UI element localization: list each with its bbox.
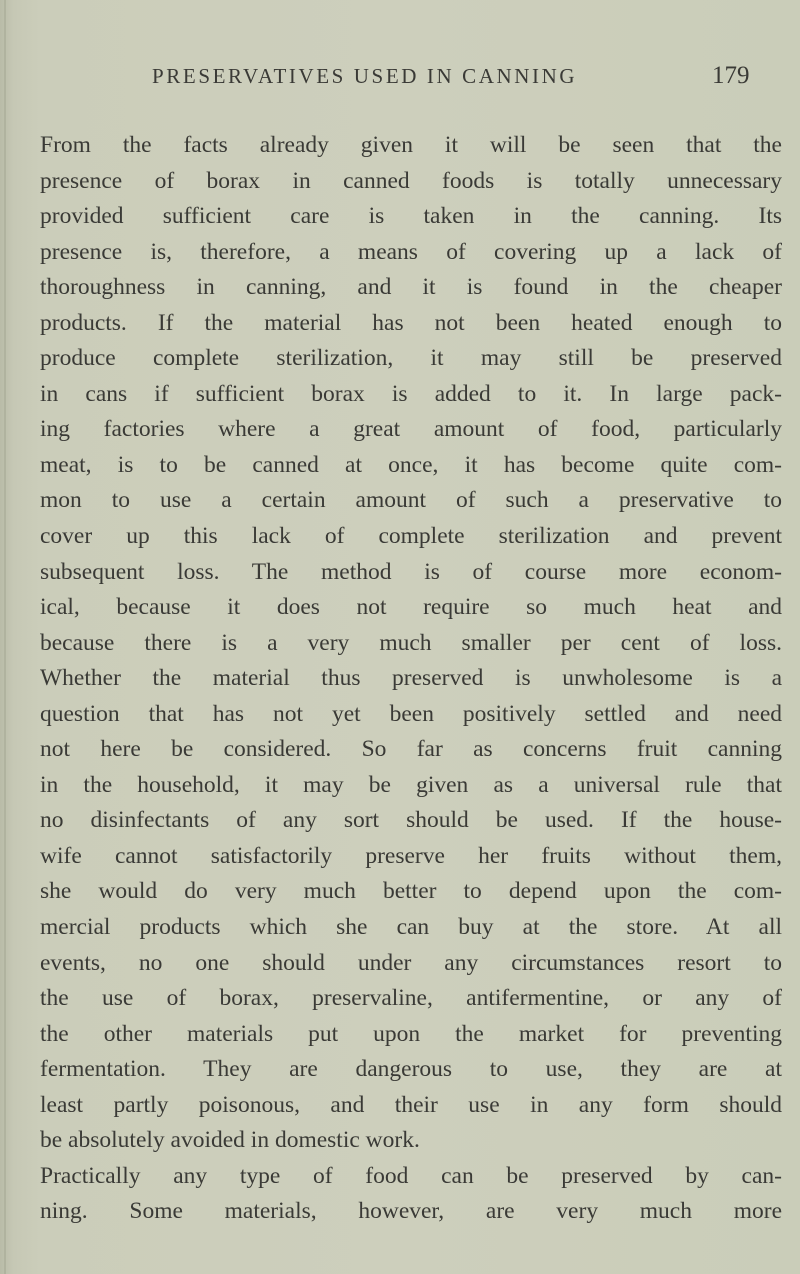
text-line: no disinfectants of any sort should be used. If the house- xyxy=(40,807,782,834)
text-line: in the household, it may be given as a universal rule that xyxy=(40,771,782,798)
text-line: Whether the material thus preserved is unwholesome is a xyxy=(40,665,782,692)
text-line: events, no one should under any circumstances resort to xyxy=(40,949,782,976)
text-line-paragraph-start: Practically any type of food can be preserved by can- xyxy=(40,1162,782,1189)
text-line: wife cannot satisfactorily preserve her fruits without them, xyxy=(40,842,782,869)
text-line: presence of borax in canned foods is totally unnecessary xyxy=(40,167,782,194)
text-line: ning. Some materials, however, are very much more xyxy=(40,1198,782,1225)
text-line: subsequent loss. The method is of course more econom- xyxy=(40,558,782,585)
page-number: 179 xyxy=(712,62,750,89)
text-line: question that has not yet been positively settled and need xyxy=(40,700,782,727)
text-line: products. If the material has not been heated enough to xyxy=(40,309,782,336)
text-line: From the facts already given it will be seen that the xyxy=(40,132,782,158)
text-line: because there is a very much smaller per cent of loss. xyxy=(40,629,782,656)
text-line-paragraph-end: be absolutely avoided in domestic work. xyxy=(40,1127,420,1154)
text-line: fermentation. They are dangerous to use, they are at xyxy=(40,1056,782,1083)
text-line: least partly poisonous, and their use in any form should xyxy=(40,1091,782,1118)
text-line: provided sufficient care is taken in the canning. Its xyxy=(40,203,782,230)
text-line: presence is, therefore, a means of covering up a lack of xyxy=(40,238,782,265)
text-line: mercial products which she can buy at the store. At all xyxy=(40,914,782,941)
text-line: thoroughness in canning, and it is found in the cheaper xyxy=(40,274,782,301)
text-line: she would do very much better to depend upon the com- xyxy=(40,878,782,905)
page-gutter-edge xyxy=(4,0,6,1274)
text-line: ical, because it does not require so much heat and xyxy=(40,594,782,621)
text-line: the use of borax, preservaline, antifermentine, or any of xyxy=(40,985,782,1012)
body-text xyxy=(40,128,782,1230)
page-header xyxy=(0,64,800,104)
text-line: ing factories where a great amount of food, particularly xyxy=(40,416,782,443)
text-line: not here be considered. So far as concerns fruit canning xyxy=(40,736,782,763)
running-title: PRESERVATIVES USED IN CANNING xyxy=(152,64,578,88)
text-line: meat, is to be canned at once, it has become quite com- xyxy=(40,451,782,478)
text-line: in cans if sufficient borax is added to it. In large pack- xyxy=(40,380,782,407)
text-line: produce complete sterilization, it may still be preserved xyxy=(40,345,782,372)
text-line: mon to use a certain amount of such a preservative to xyxy=(40,487,782,514)
text-line: the other materials put upon the market for preventing xyxy=(40,1020,782,1047)
text-line: cover up this lack of complete sterilization and prevent xyxy=(40,523,782,550)
